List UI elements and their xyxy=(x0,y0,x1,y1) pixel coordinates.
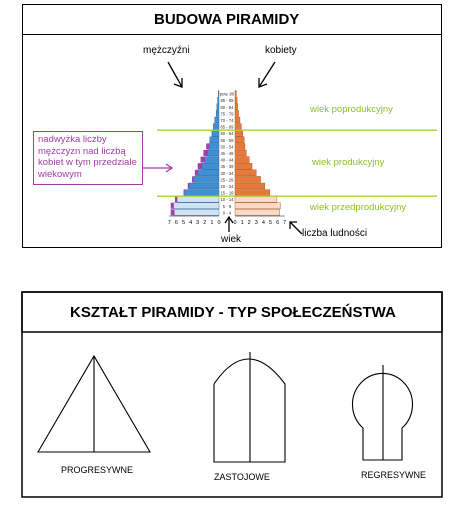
x-tick-right: 1 xyxy=(240,220,244,226)
bar-men-40-44 xyxy=(205,157,219,163)
bar-men-65-69 xyxy=(213,124,219,130)
shape-label-stagnant: ZASTOJOWE xyxy=(214,472,270,482)
bar-women-80-84 xyxy=(235,104,238,110)
bar-men-surplus-10-14 xyxy=(175,196,177,202)
shape-regressive xyxy=(353,365,413,460)
bar-women-75-79 xyxy=(235,110,239,116)
age-tick-label: 40 - 44 xyxy=(220,157,234,163)
bar-men-45-49 xyxy=(208,150,219,156)
x-tick-right: 3 xyxy=(254,220,258,226)
x-tick-left: 3 xyxy=(196,220,200,226)
bar-men-80-84 xyxy=(217,104,219,110)
bar-men-75-79 xyxy=(216,110,219,116)
age-tick-label: pow. 90 xyxy=(219,91,235,97)
bar-men-25-29 xyxy=(193,176,219,182)
bar-men-70-74 xyxy=(215,117,219,123)
bar-men-20-24 xyxy=(189,183,219,189)
bar-women-35-39 xyxy=(235,163,252,169)
bar-men-0-4 xyxy=(174,209,219,215)
bar-men-5-9 xyxy=(174,203,219,209)
bar-men-10-14 xyxy=(177,196,219,202)
bar-women-pow.90 xyxy=(235,91,236,97)
age-tick-label: 65 - 69 xyxy=(220,124,234,130)
x-tick-left: 5 xyxy=(181,220,186,226)
surplus-note-line-3: kobiet w tym przedziale xyxy=(38,157,137,168)
age-tick-label: 45 - 49 xyxy=(220,151,234,156)
bar-men-surplus-20-24 xyxy=(188,183,189,189)
bar-men-60-64 xyxy=(212,130,219,136)
bar-men-surplus-50-54 xyxy=(206,143,209,149)
age-tick-label: 70 - 74 xyxy=(220,118,234,123)
bar-women-0-4 xyxy=(235,209,280,215)
bar-women-5-9 xyxy=(235,203,280,209)
age-tick-label: 15 - 19 xyxy=(220,190,234,196)
age-tick-label: 60 - 64 xyxy=(220,131,234,137)
age-tick-label: 30 - 34 xyxy=(220,170,234,176)
age-tick-label: 5 - 9 xyxy=(222,203,232,209)
bar-men-surplus-5-9 xyxy=(171,203,174,209)
age-tick-label: 10 - 14 xyxy=(220,197,234,203)
age-tick-label: 35 - 39 xyxy=(220,164,234,170)
age-tick-label: 20 - 24 xyxy=(220,184,234,189)
label-women: kobiety xyxy=(265,45,297,56)
shape-label-regressive: REGRESYWNE xyxy=(361,470,427,480)
x-tick-left: 4 xyxy=(189,220,193,226)
zone-label-post-productive: wiek poprodukcyjny xyxy=(310,104,393,115)
x-tick-left: 1 xyxy=(210,220,214,226)
surplus-note-line-4: wiekowym xyxy=(38,168,82,180)
arrow-men xyxy=(168,62,182,87)
arrow-surplus xyxy=(143,164,172,172)
x-tick-right: 7 xyxy=(283,220,287,226)
population-pyramid xyxy=(157,91,437,226)
shape-stagnant xyxy=(214,352,285,462)
bar-women-30-34 xyxy=(235,170,256,176)
x-tick-left: 7 xyxy=(167,220,171,226)
x-tick-left: 2 xyxy=(203,220,207,226)
x-tick-right: 6 xyxy=(276,220,280,226)
shape-progressive xyxy=(38,356,150,452)
surplus-note-line-1: nadwyżka liczby xyxy=(38,134,107,145)
age-tick-label: 50 - 54 xyxy=(220,144,234,150)
bar-men-30-34 xyxy=(198,170,219,176)
panel-title-shapes: KSZTAŁT PIRAMIDY - TYP SPOŁECZEŃSTWA xyxy=(70,304,396,321)
age-axis-label: wiek xyxy=(221,234,242,245)
bar-women-65-69 xyxy=(235,124,241,130)
arrow-age xyxy=(225,217,233,232)
label-men: mężczyźni xyxy=(143,45,190,56)
age-tick-label: 85 - 89 xyxy=(220,98,234,104)
bar-women-20-24 xyxy=(235,183,265,189)
age-tick-label: 0 - 4 xyxy=(222,210,232,216)
bar-men-surplus-35-39 xyxy=(198,163,202,169)
bar-women-70-74 xyxy=(235,117,240,123)
zone-label-productive: wiek produkcyjny xyxy=(312,157,385,168)
panel-title-structure: BUDOWA PIRAMIDY xyxy=(154,11,300,28)
bar-men-surplus-15-19 xyxy=(184,190,185,196)
bar-women-40-44 xyxy=(235,157,249,163)
arrow-population xyxy=(290,222,302,234)
bar-men-50-54 xyxy=(209,143,219,149)
arrow-women xyxy=(259,62,275,87)
shape-label-progressive: PROGRESYWNE xyxy=(61,465,134,475)
x-tick-left: 6 xyxy=(174,220,178,226)
x-tick-right: 0 xyxy=(233,220,237,226)
surplus-note-line-2: mężczyzn nad liczbą xyxy=(38,145,126,157)
age-tick-label: 75 - 79 xyxy=(220,111,234,117)
age-tick-label: 25 - 29 xyxy=(220,177,234,183)
age-tick-label: 55 - 59 xyxy=(220,137,234,143)
bar-women-60-64 xyxy=(235,130,243,136)
bar-women-55-59 xyxy=(235,137,244,143)
population-axis-label: liczba ludności xyxy=(302,228,368,239)
x-tick-right: 4 xyxy=(261,220,265,226)
bar-women-85-89 xyxy=(235,97,237,103)
bar-men-85-89 xyxy=(218,97,219,103)
zone-label-pre-productive: wiek przedprodukcyjny xyxy=(310,202,407,213)
x-tick-right: 5 xyxy=(268,220,273,226)
bar-men-surplus-30-34 xyxy=(195,170,198,176)
bar-men-55-59 xyxy=(210,137,219,143)
bar-women-10-14 xyxy=(235,196,277,202)
bar-men-surplus-0-4 xyxy=(171,209,175,215)
bar-men-surplus-45-49 xyxy=(203,150,207,156)
bar-women-25-29 xyxy=(235,176,261,182)
x-tick-right: 2 xyxy=(247,220,251,226)
bar-women-45-49 xyxy=(235,150,246,156)
bar-men-surplus-25-29 xyxy=(192,176,193,182)
bar-men-35-39 xyxy=(202,163,219,169)
age-tick-label: 80 - 84 xyxy=(220,104,234,110)
bar-women-50-54 xyxy=(235,143,245,149)
bar-men-surplus-40-44 xyxy=(201,157,205,163)
bar-men-15-19 xyxy=(184,190,219,196)
bar-women-15-19 xyxy=(235,190,270,196)
x-tick-left: 0 xyxy=(217,220,221,226)
